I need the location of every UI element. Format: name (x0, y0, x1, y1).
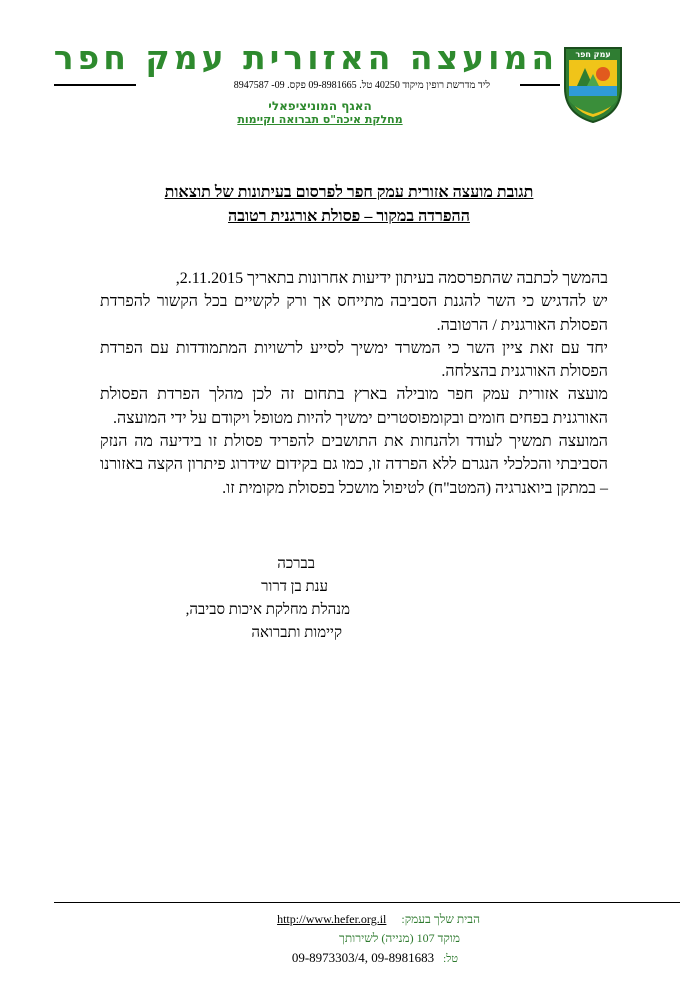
headline-line-1: תגובת מועצה אזורית עמק חפר לפרסום בעיתונות של תוצאות (164, 184, 534, 201)
body-paragraph: המועצה תמשיך לעודד ולהנחות את התושבים להפריד פסולת זו בידיעה מה הנזק הסביבתי והכלכלי הנגרם ללא הפרדה זו, כמו גם בקידום שידרוג פיתרון הקצה באזורנו – במתקן ביואנרגיה (המטב"ח) לטיפול מושכל בפסולת מקומית זו. (100, 433, 608, 497)
logo-text: עמק חפר (575, 50, 611, 59)
sub-department-name: מחלקת איכה"ס תברואה וקיימות (237, 113, 403, 126)
signature-title-2: קיימות ותברואה (251, 625, 342, 641)
council-logo (563, 44, 623, 124)
body-paragraph: בהמשך לכתבה שהתפרסמה בעיתון ידיעות אחרונות בתאריך 2.11.2015, (175, 270, 608, 287)
body-paragraph: יחד עם זאת ציין השר כי המשרד ימשיך לסייע לרשויות המתמודדות עם הפרדת הפסולת האורגנית בהצלחה. (100, 339, 608, 381)
signature-block (185, 553, 350, 645)
headline-line-2: ההפרדה במקור – פסולת אורגנית רטובה (228, 208, 470, 225)
signature-title: מנהלת מחלקת איכות סביבה, (185, 602, 350, 618)
body-paragraph: יש להדגיש כי השר להגנת הסביבה מתייחס אך ורק לקשיים בכל הקשור להפרדת הפסולת האורגנית / הרטובה. (100, 293, 608, 334)
letter-body (100, 267, 608, 500)
org-title: המועצה האזורית עמק חפר (53, 38, 558, 77)
body-paragraph: מועצה אזורית עמק חפר מובילה בארץ בתחום זה לכן מהלך הפרדת הפסולת האורגנית בפחים חומים ובקומפוסטרים ימשיך להיות מטופל ויקודם על ידי המועצה. (100, 386, 608, 427)
header-rule-left (54, 84, 136, 86)
footer-service-line: מוקד 107 (מנייה) לשירותך (338, 931, 460, 945)
footer (200, 910, 480, 969)
contact-line: ליד מדרשת רופין מיקוד 40250 טל. 09-8981665 פקס. 09- 8947587 (233, 80, 490, 91)
header-rule-right (520, 84, 560, 86)
website-link[interactable]: http://www.hefer.org.il (277, 912, 387, 926)
footer-phones: 09-8981683 ,09-8973303/4 (291, 950, 435, 965)
document-headline (110, 181, 588, 229)
footer-rule (54, 902, 680, 903)
phone-label: טל: (443, 953, 458, 965)
signature-greeting: בברכה (277, 556, 315, 572)
signature-name: ענת בן דרור (261, 579, 328, 595)
department-name: האגף המוניציפאלי (268, 99, 372, 113)
footer-tagline: הבית שלך בעמק: (401, 912, 480, 926)
